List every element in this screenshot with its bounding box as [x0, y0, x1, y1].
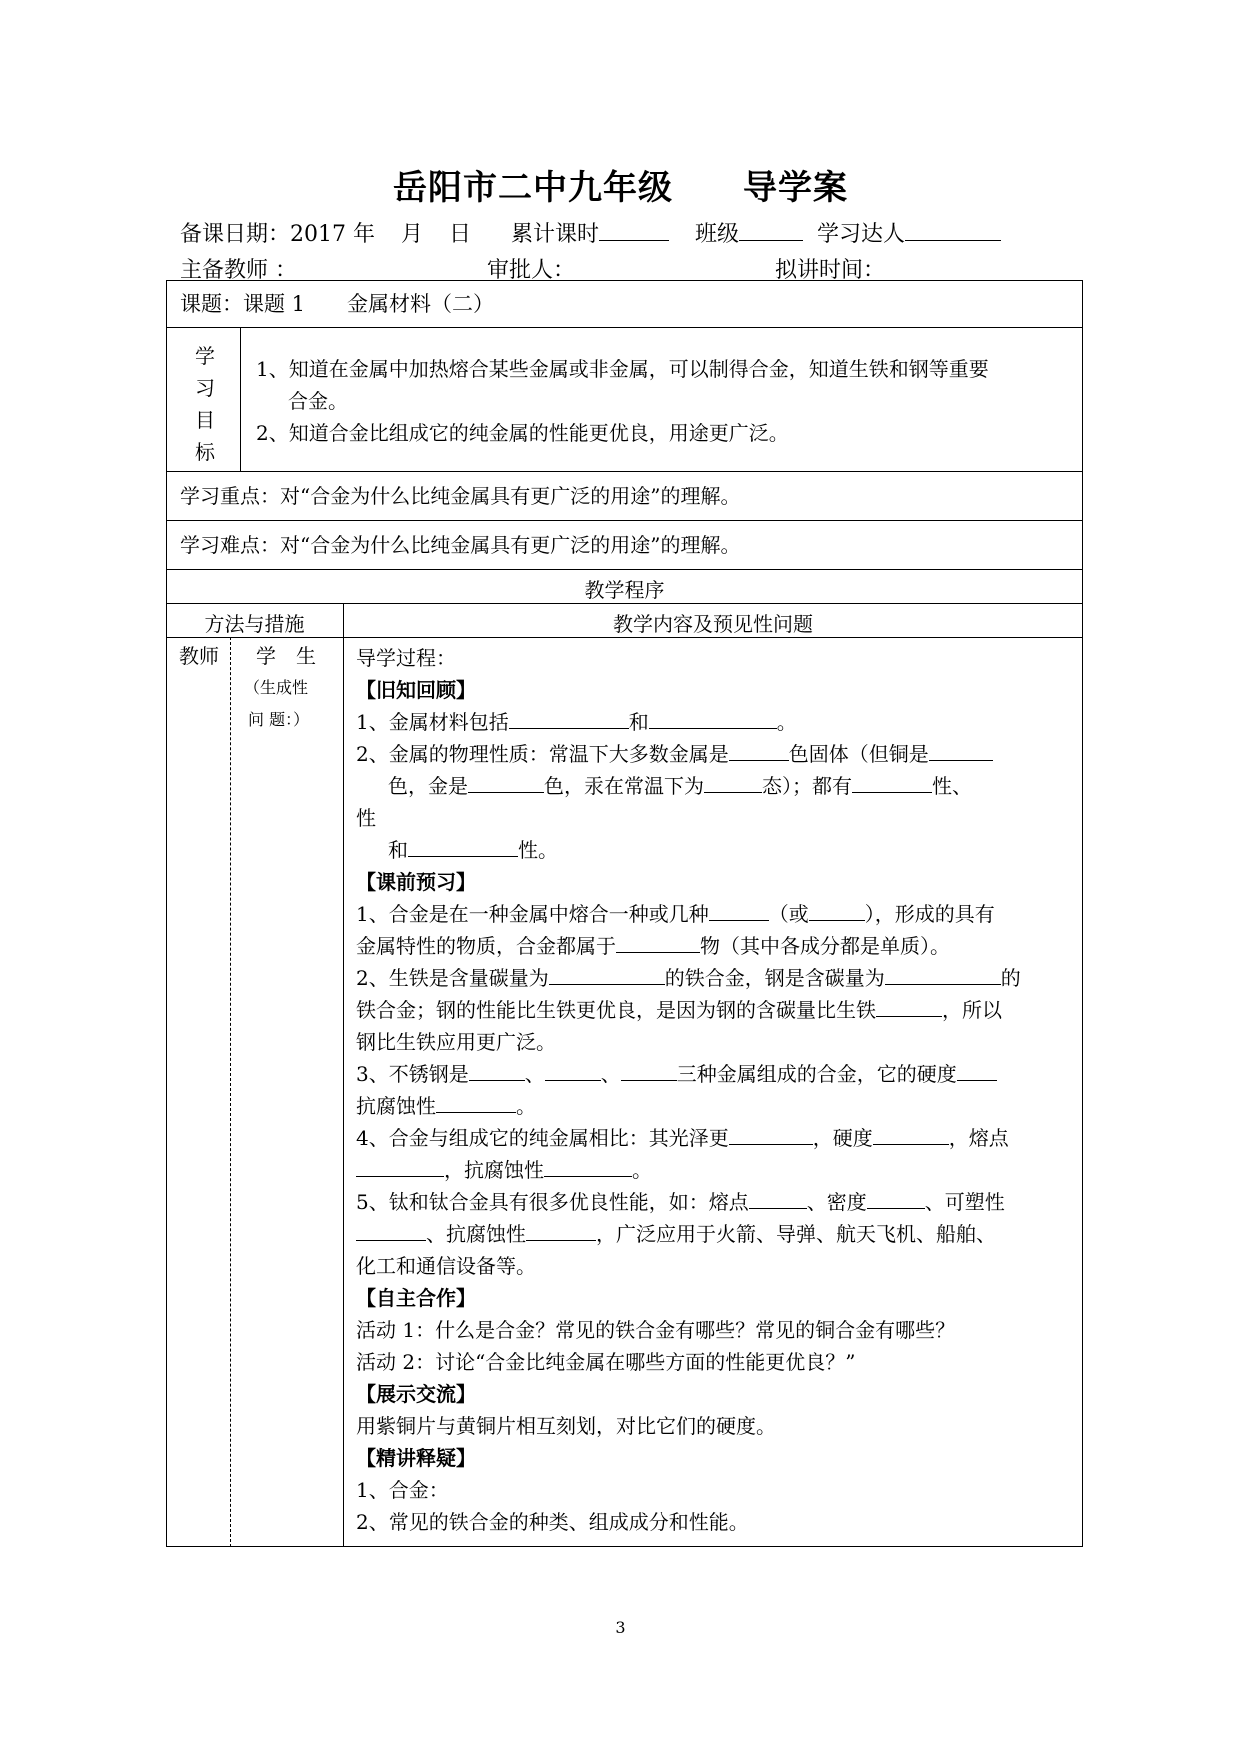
show-1: 用紫铜片与黄铜片相互刻划，对比它们的硬度。 — [356, 1414, 776, 1438]
preview-1: 1、合金是在一种金属中熔合一种或几种 （或 ），形成的具有 — [356, 898, 995, 930]
preview-3: 3、不锈钢是 、 、 三种金属组成的合金，它的硬度 — [356, 1058, 997, 1090]
content-divider — [343, 603, 344, 1547]
blank[interactable] — [957, 1058, 997, 1081]
expert-blank[interactable] — [905, 220, 1001, 241]
preview-1-line2: 金属特性的物质，合金都属于 物（其中各成分都是单质）。 — [356, 930, 950, 962]
rule-procedure — [166, 603, 1083, 604]
blank[interactable] — [709, 898, 769, 921]
blank[interactable] — [621, 1058, 677, 1081]
rule-topic — [166, 327, 1083, 328]
blank[interactable] — [468, 770, 544, 793]
page-title — [0, 160, 1241, 209]
student-note-1: （生成性 — [244, 678, 309, 697]
day-label: 日 — [449, 222, 472, 247]
lecture-time-label: 拟讲时间： — [775, 258, 886, 283]
show-title: 【展示交流】 — [356, 1382, 476, 1406]
key-point: 学习重点：对“合金为什么比纯金属具有更广泛的用途”的理解。 — [180, 484, 741, 508]
blank[interactable] — [408, 834, 518, 857]
activity-1: 活动 1：什么是合金？常见的铁合金有哪些？常见的铜合金有哪些？ — [356, 1318, 956, 1342]
activity-2: 活动 2：讨论“合金比纯金属在哪些方面的性能更优良？” — [356, 1350, 856, 1374]
preview-5: 5、钛和钛合金具有很多优良性能，如：熔点 、密度 、可塑性 — [356, 1186, 1005, 1218]
review-2: 2、金属的物理性质：常温下大多数金属是 色固体（但铜是 — [356, 738, 993, 770]
blank[interactable] — [867, 1186, 925, 1209]
blank[interactable] — [729, 1122, 813, 1145]
difficulty: 学习难点：对“合金为什么比纯金属具有更广泛的用途”的理解。 — [180, 533, 741, 557]
preview-2-line2: 铁合金；钢的性能比生铁更优良，是因为钢的含碳量比生铁 ，所以 — [356, 994, 1002, 1026]
goal-1-cont: 合金。 — [288, 389, 348, 413]
blank[interactable] — [509, 706, 629, 729]
review-1: 1、金属材料包括 和 。 — [356, 706, 797, 738]
rule-goals — [166, 471, 1083, 472]
goals-divider — [240, 327, 241, 471]
explain-1: 1、合金： — [356, 1478, 449, 1502]
procedure-title: 教学程序 — [584, 578, 665, 602]
coop-title: 【自主合作】 — [356, 1286, 476, 1310]
class-blank[interactable] — [739, 220, 803, 241]
review-title: 【旧知回顾】 — [356, 678, 476, 702]
blank[interactable] — [885, 962, 1001, 985]
blank[interactable] — [809, 898, 865, 921]
blank[interactable] — [356, 1154, 444, 1177]
blank[interactable] — [356, 1218, 426, 1241]
class-label: 班级 — [695, 222, 740, 247]
blank[interactable] — [436, 1090, 516, 1113]
blank[interactable] — [544, 1154, 632, 1177]
preview-title: 【课前预习】 — [356, 870, 476, 894]
blank[interactable] — [876, 994, 942, 1017]
goal-1: 1、知道在金属中加热熔合某些金属或非金属，可以制得合金，知道生铁和钢等重要 — [256, 357, 989, 381]
goals-label: 学 习 目 标 — [195, 344, 215, 464]
title-right: 导学案 — [743, 168, 848, 208]
blank[interactable] — [929, 738, 993, 761]
blank[interactable] — [649, 706, 777, 729]
preview-5-line3: 化工和通信设备等。 — [356, 1254, 536, 1278]
prep-date-label: 备课日期：2017 年 — [180, 222, 375, 247]
preview-2: 2、生铁是含量碳量为 的铁合金，钢是含碳量为 的 — [356, 962, 1021, 994]
topic: 课题：课题 1 金属材料（二） — [180, 292, 495, 316]
approver-label: 审批人： — [487, 258, 576, 283]
explain-2: 2、常见的铁合金的种类、组成成分和性能。 — [356, 1510, 749, 1534]
review-2-line4: 和 性。 — [388, 834, 558, 866]
preview-4: 4、合金与组成它的纯金属相比：其光泽更 ，硬度 ，熔点 — [356, 1122, 1009, 1154]
preview-2-line3: 钢比生铁应用更广泛。 — [356, 1030, 556, 1054]
preview-5-line2: 、抗腐蚀性 ，广泛应用于火箭、导弹、航天飞机、船舶、 — [356, 1218, 996, 1250]
methods-header: 方法与措施 — [204, 612, 305, 636]
preview-4-line2: ，抗腐蚀性 。 — [356, 1154, 652, 1186]
rule-columns — [166, 637, 1083, 638]
cumulative-blank[interactable] — [599, 220, 669, 241]
blank[interactable] — [545, 1058, 601, 1081]
blank[interactable] — [549, 962, 665, 985]
blank[interactable] — [704, 770, 762, 793]
expert-label: 学习达人 — [817, 222, 906, 247]
teacher-label: 主备教师 ： — [180, 258, 297, 283]
preview-3-line2: 抗腐蚀性 。 — [356, 1090, 536, 1122]
cumulative-label: 累计课时 — [511, 222, 600, 247]
blank[interactable] — [729, 738, 789, 761]
teacher-column-label: 教师 — [179, 644, 219, 668]
rule-key — [166, 520, 1083, 521]
blank[interactable] — [616, 930, 700, 953]
student-note-2: 问 题：） — [248, 710, 310, 729]
month-label: 月 — [400, 222, 423, 247]
student-column-label: 学 生 — [256, 644, 316, 668]
title-left: 岳阳市二中九年级 — [393, 168, 673, 208]
rule-difficulty — [166, 569, 1083, 570]
intro: 导学过程： — [356, 646, 456, 670]
page-number: 3 — [615, 1618, 626, 1637]
meta-row-1 — [180, 217, 1080, 248]
goal-2: 2、知道合金比组成它的纯金属的性能更优良，用途更广泛。 — [256, 421, 789, 445]
blank[interactable] — [749, 1186, 807, 1209]
blank[interactable] — [873, 1122, 949, 1145]
blank[interactable] — [469, 1058, 525, 1081]
blank[interactable] — [852, 770, 932, 793]
review-2-line2: 色，金是 色，汞在常温下为 态）；都有 性、 — [388, 770, 972, 802]
review-2-line3: 性 — [356, 806, 376, 830]
blank[interactable] — [526, 1218, 596, 1241]
explain-title: 【精讲释疑】 — [356, 1446, 476, 1470]
teacher-student-divider — [230, 637, 231, 1547]
content-header: 教学内容及预见性问题 — [613, 612, 813, 636]
